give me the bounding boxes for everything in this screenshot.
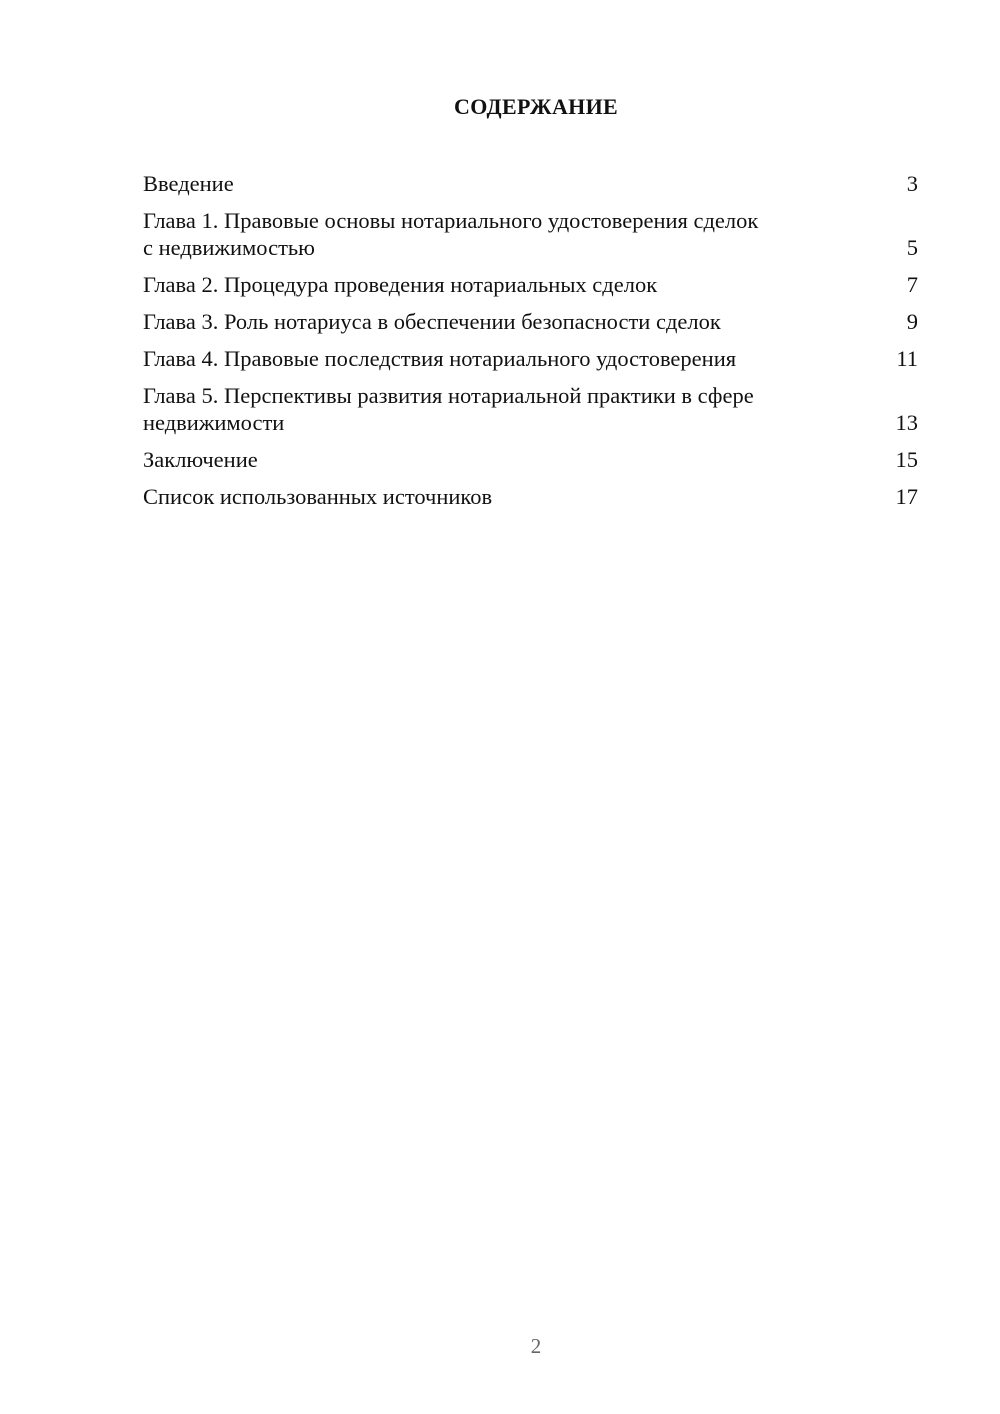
toc-entry-title: Глава 1. Правовые основы нотариального удостоверения сделок с недвижимостью (143, 208, 759, 260)
page-number: 2 (530, 1334, 542, 1358)
toc-entry-title: Заключение (143, 447, 258, 472)
toc-entry-title: Глава 4. Правовые последствия нотариального удостоверения (143, 346, 737, 371)
toc-entry (143, 271, 918, 298)
toc-entry-page: 11 (896, 346, 918, 371)
toc-entry (143, 483, 918, 510)
toc-entry (143, 308, 918, 335)
page-title: СОДЕРЖАНИЕ (454, 94, 618, 119)
toc-entry-page: 5 (906, 235, 918, 260)
toc-entry-page: 7 (906, 272, 918, 297)
toc-entry-title: Глава 5. Перспективы развития нотариальной практики в сфере недвижимости (143, 383, 754, 435)
toc-entry-title: Глава 2. Процедура проведения нотариальных сделок (143, 272, 658, 297)
toc-entry (143, 345, 918, 372)
toc-entry (143, 207, 918, 261)
toc-entry-title: Список использованных источников (143, 484, 493, 509)
toc-entry-title: Глава 3. Роль нотариуса в обеспечении безопасности сделок (143, 309, 721, 334)
toc-entry-page: 13 (895, 410, 918, 435)
toc-entry (143, 446, 918, 473)
table-of-contents (143, 170, 918, 520)
toc-entry-page: 3 (906, 171, 918, 196)
toc-entry-page: 17 (895, 484, 918, 509)
toc-entry (143, 382, 918, 436)
toc-entry-page: 15 (895, 447, 918, 472)
toc-entry-page: 9 (906, 309, 918, 334)
toc-entry (143, 170, 918, 197)
toc-entry-title: Введение (143, 171, 234, 196)
